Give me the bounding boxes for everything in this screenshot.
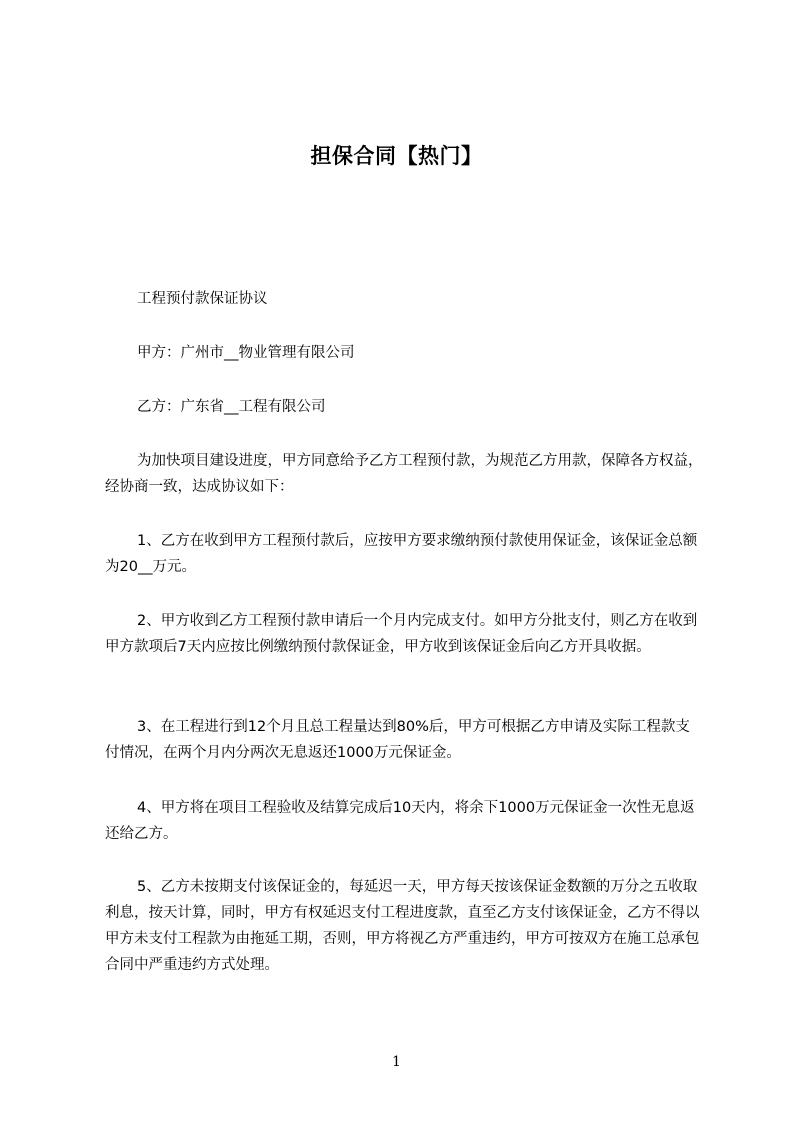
intro-paragraph: 为加快项目建设进度，甲方同意给予乙方工程预付款，为规范乙方用款，保障各方权益，经协商一致，达成协议如下：	[105, 453, 703, 495]
party-b: 乙方：广东省__工程有限公司	[137, 399, 326, 415]
party-a: 甲方：广州市__物业管理有限公司	[137, 345, 355, 361]
document-title: 担保合同【热门】	[310, 144, 483, 168]
clause-2: 2、甲方收到乙方工程预付款申请后一个月内完成支付。如甲方分批支付，则乙方在收到甲方款项后7天内应按比例缴纳预付款保证金，甲方收到该保证金后向乙方开具收据。	[105, 613, 698, 655]
clause-4: 4、甲方将在项目工程验收及结算完成后10天内，将余下1000万元保证金一次性无息返还给乙方。	[105, 800, 695, 842]
clause-5: 5、乙方未按期支付该保证金的，每延迟一天，甲方每天按该保证金数额的万分之五收取利息，按天计算，同时，甲方有权延迟支付工程进度款，直至乙方支付该保证金，乙方不得以甲方未支付工程款为由拖延工期，否则，甲方将视乙方严重违约，甲方可按双方在施工总承包合同中严重违约方式处理。	[105, 879, 700, 973]
agreement-heading: 工程预付款保证协议	[137, 291, 268, 307]
clause-1: 1、乙方在收到甲方工程预付款后，应按甲方要求缴纳预付款使用保证金，该保证金总额为20__万元。	[105, 533, 698, 575]
page-number: 1	[392, 1054, 401, 1070]
clause-3: 3、在工程进行到12个月且总工程量达到80%后，甲方可根据乙方申请及实际工程款支付情况，在两个月内分两次无息返还1000万元保证金。	[105, 719, 690, 761]
